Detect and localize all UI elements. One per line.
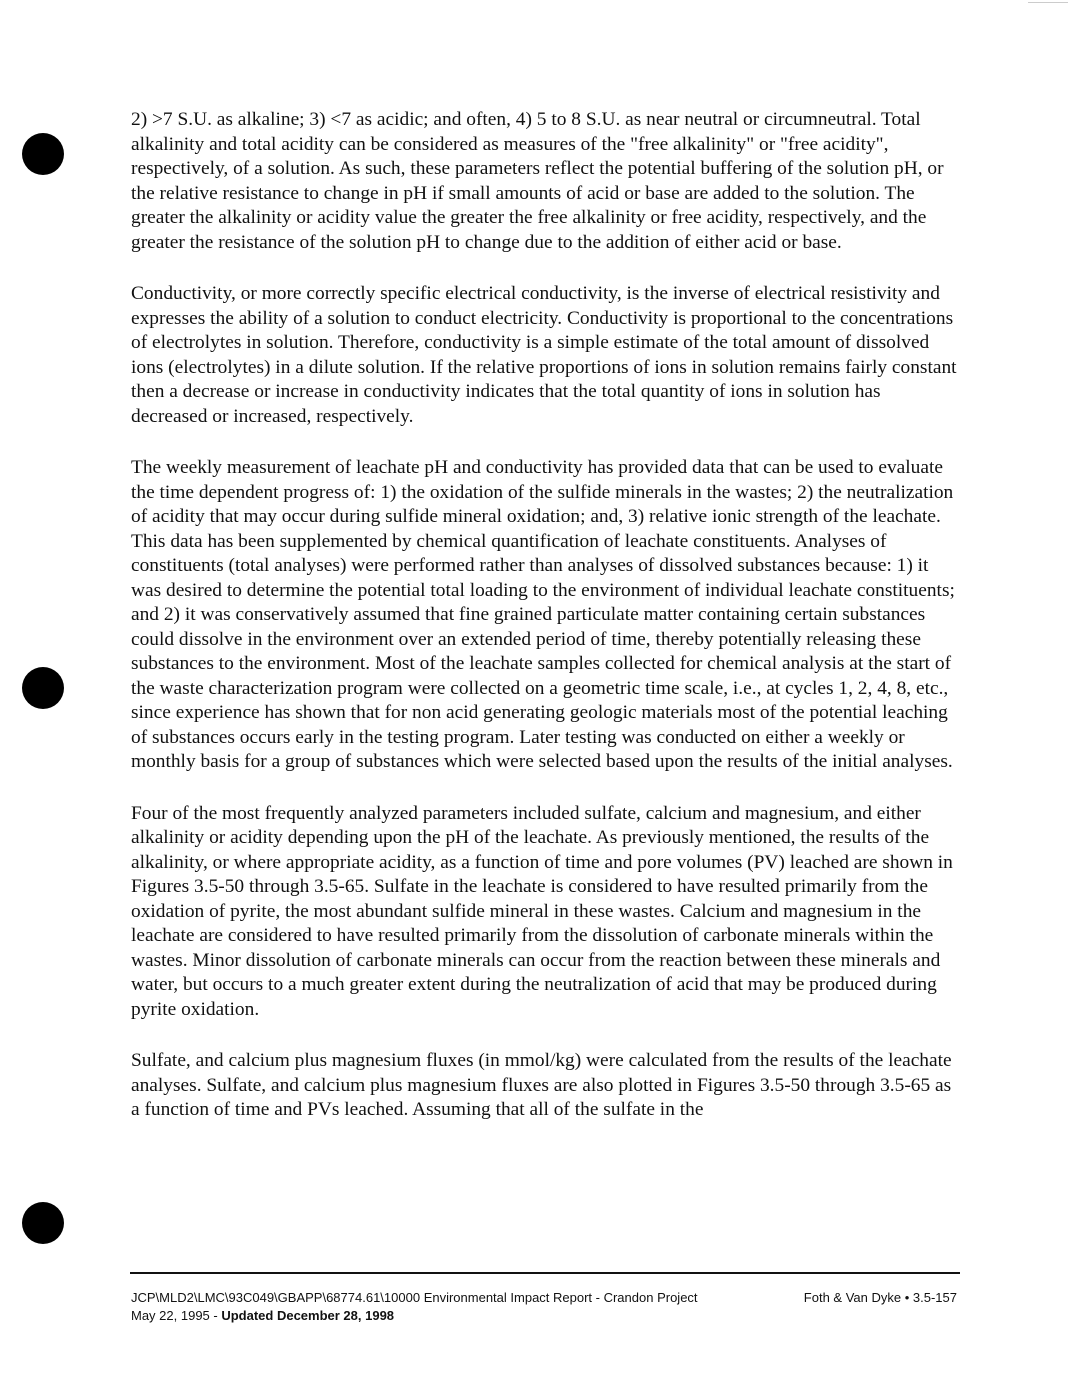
paragraph-conductivity: Conductivity, or more correctly specific electrical conductivity, is the inverse of electrical resistivity and expresses the ability of a solution to conduct electricity. Conductivity is proportional to the concentrations of electrolytes in solution. Therefore, conductivity is a simple estimate of the total amount of dissolved ions (electrolytes) in a dilute solution. If the relative proportions of ions in solution remains fairly constant then a decrease or increase in conductivity indicates that the total quantity of ions in solution has decreased or increased, respectively. [131, 283, 957, 427]
footer-date: May 22, 1995 - [131, 1308, 218, 1323]
paragraph-weekly-measurement: The weekly measurement of leachate pH and conductivity has provided data that can be used to evaluate the time dependent progress of: 1) the oxidation of the sulfide minerals in the wastes; 2) the neutralization of acidity that may occur during sulfide mineral oxidation; and, 3) relative ionic strength of the leachate. This data has been supplemented by chemical quantification of leachate constituents. Analyses of constituents (total analyses) were performed rather than analyses of dissolved substances because: 1) it was desired to determine the potential total loading to the environment of individual leachate constituents; and 2) it was conservatively assumed that fine grained particulate matter containing certain substances could dissolve in the environment over an extended period of time, thereby potentially releasing these substances to the environment. Most of the leachate samples collected for chemical analysis at the start of the waste characterization program were collected on a geometric time scale, i.e., at cycles 1, 2, 4, 8, etc., since experience has shown that for non acid generating geologic materials most of the potential leaching of substances occurs early in the testing program. Later testing was conducted on either a weekly or monthly basis for a group of substances which were selected based upon the results of the initial analyses. [131, 457, 955, 772]
footer-company: Foth & Van Dyke [803, 1290, 902, 1305]
binder-hole-top [22, 133, 64, 175]
footer-rule [130, 1272, 960, 1274]
footer-report-title: Environmental Impact Report - Crandon Project [423, 1290, 698, 1305]
scan-artifact-line [1028, 2, 1068, 3]
footer-file-path: JCP\MLD2\LMC\93C049\GBAPP\68774.61\10000 [131, 1290, 421, 1305]
footer-line-2 [131, 1307, 698, 1325]
footer-left [131, 1289, 698, 1325]
page-body [131, 108, 961, 1150]
paragraph-sulfate-fluxes: Sulfate, and calcium plus magnesium fluxes (in mmol/kg) were calculated from the results of the leachate analyses. Sulfate, and calcium plus magnesium fluxes are also plotted in Figures 3.5-50 through 3.5-65 as a function of time and PVs leached. Assuming that all of the sulfate in the [131, 1050, 952, 1120]
paragraph-analyzed-parameters: Four of the most frequently analyzed parameters included sulfate, calcium and magnesium, and either alkalinity or acidity depending upon the pH of the leachate. As previously mentioned, the results of the alkalinity, or where appropriate acidity, as a function of time and pore volumes (PV) leached are shown in Figures 3.5-50 through 3.5-65. Sulfate in the leachate is considered to have resulted primarily from the oxidation of pyrite, the most abundant sulfide mineral in these wastes. Calcium and magnesium in the leachate are considered to have resulted primarily from the dissolution of carbonate minerals within the wastes. Minor dissolution of carbonate minerals can occur from the reaction between these minerals and water, but occurs to a much greater extent during the neutralization of acid that may be produced during pyrite oxidation. [131, 802, 953, 1020]
paragraph-ph-classification: 2) >7 S.U. as alkaline; 3) <7 as acidic; and often, 4) 5 to 8 S.U. as near neutral or circumneutral. Total alkalinity and total acidity can be considered as measures of the "free alkalinity" or "free acidity", respectively, of a solution. As such, these parameters reflect the potential buffering of the solution pH, or the relative resistance to change in pH if small amounts of acid or base are added to the solution. The greater the alkalinity or acidity value the greater the free alkalinity or free acidity, respectively, and the greater the resistance of the solution pH to change due to the addition of either acid or base. [131, 109, 944, 253]
footer-right [804, 1289, 957, 1307]
footer-updated: Updated December 28, 1998 [221, 1308, 395, 1323]
page-number: 3.5-157 [912, 1290, 957, 1305]
binder-hole-middle [22, 667, 64, 709]
binder-hole-bottom [22, 1202, 64, 1244]
footer-bullet: • [904, 1290, 910, 1305]
footer-line-1 [131, 1289, 698, 1307]
